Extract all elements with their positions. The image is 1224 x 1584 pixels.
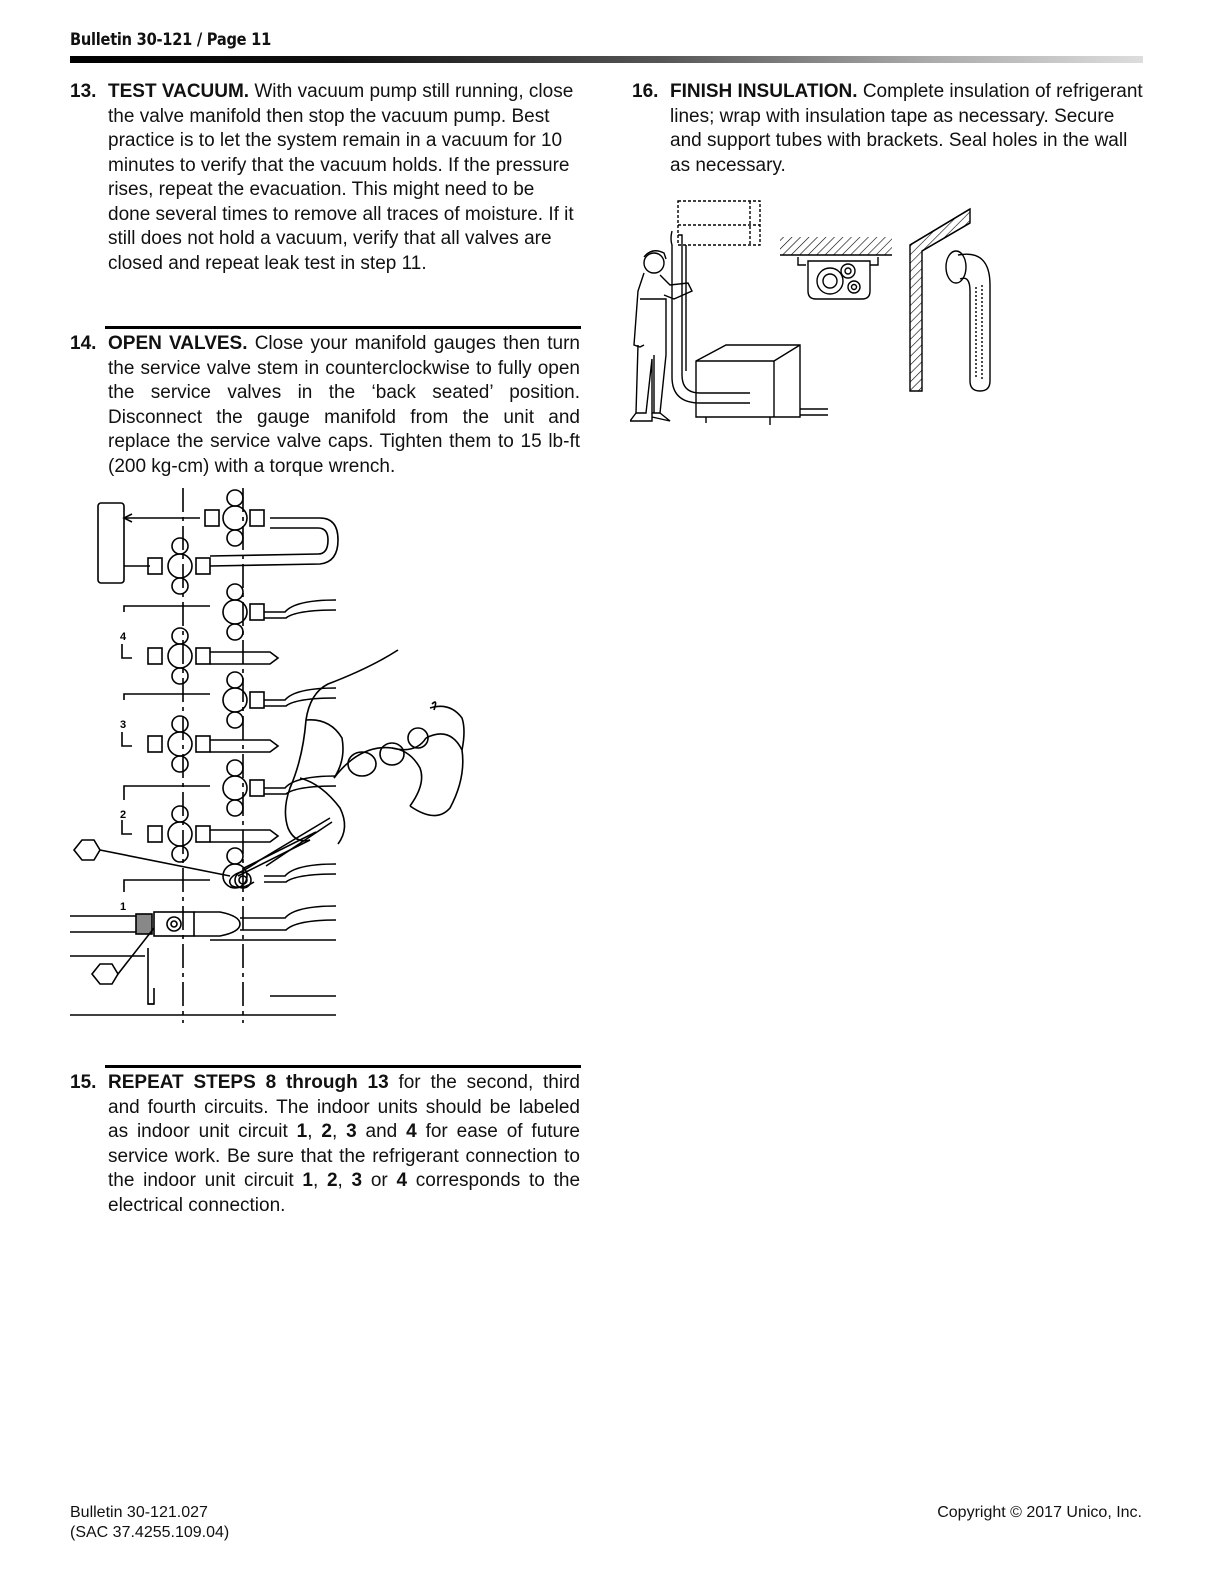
step-16	[632, 80, 1147, 178]
step-title: REPEAT STEPS 8 through 13	[108, 1072, 389, 1093]
page-header: Bulletin 30-121 / Page 11	[70, 30, 271, 50]
insulation-figure	[630, 195, 1030, 435]
copyright: Copyright © 2017 Unico, Inc.	[937, 1504, 1142, 1521]
section-rule	[105, 1065, 581, 1068]
bulletin-number: Bulletin 30-121.027	[70, 1504, 208, 1521]
footer-left	[70, 1503, 229, 1543]
step-number: 16.	[632, 81, 659, 102]
step-title: TEST VACUUM.	[108, 81, 250, 102]
circuit-label: 4	[120, 631, 127, 643]
step-14	[70, 332, 580, 479]
step-15: 15. REPEAT STEPS 8 through 13 for the second, third and fourth circuits. The indoor units should be labeled as indoor unit circuit 1, 2, 3 and 4 for ease of future service work. Be sure that the refrigerant connection to the indoor unit circuit 1, 2, 3 or 4 corresponds to the electrical connection.	[70, 1072, 581, 1216]
section-rule	[105, 326, 581, 329]
step-number: 15.	[70, 1072, 97, 1093]
step-13	[70, 80, 580, 276]
service-valves-figure	[70, 488, 470, 1023]
circuit-label: 3	[120, 719, 127, 731]
step-title: OPEN VALVES.	[108, 333, 248, 354]
valve-row	[205, 490, 264, 546]
step-body: Complete insulation of refrigerant lines; wrap with insulation tape as necessary. Secure and support tubes with brackets. Seal holes in the wall as necessary.	[670, 81, 1143, 176]
sac-number: (SAC 37.4255.109.04)	[70, 1524, 230, 1541]
circuit-label: 1	[120, 901, 127, 913]
step-body: Close your manifold gauges then turn the service valve stem in counterclockwise to fully open the service valves in the ‘back seated’ position. Disconnect the gauge manifold from the unit and replace the service valve caps. Tighten them to 15 lb-ft (200 kg-cm) with a torque wrench.	[108, 333, 581, 477]
step-body: With vacuum pump still running, close the valve manifold then stop the vacuum pump. Best practice is to let the system remain in a vacuum for 10 minutes to verify that the vacuum holds. If the pressure rises, repeat the evacuation. This might need to be done several times to remove all traces of moisture. If it still does not hold a vacuum, verify that all valves are closed and repeat leak test in step 11.	[108, 81, 574, 274]
step-title: FINISH INSULATION.	[670, 81, 858, 102]
header-rule	[70, 56, 1143, 63]
step-number: 14.	[70, 333, 97, 354]
step-number: 13.	[70, 81, 97, 102]
circuit-label: 2	[120, 809, 127, 821]
